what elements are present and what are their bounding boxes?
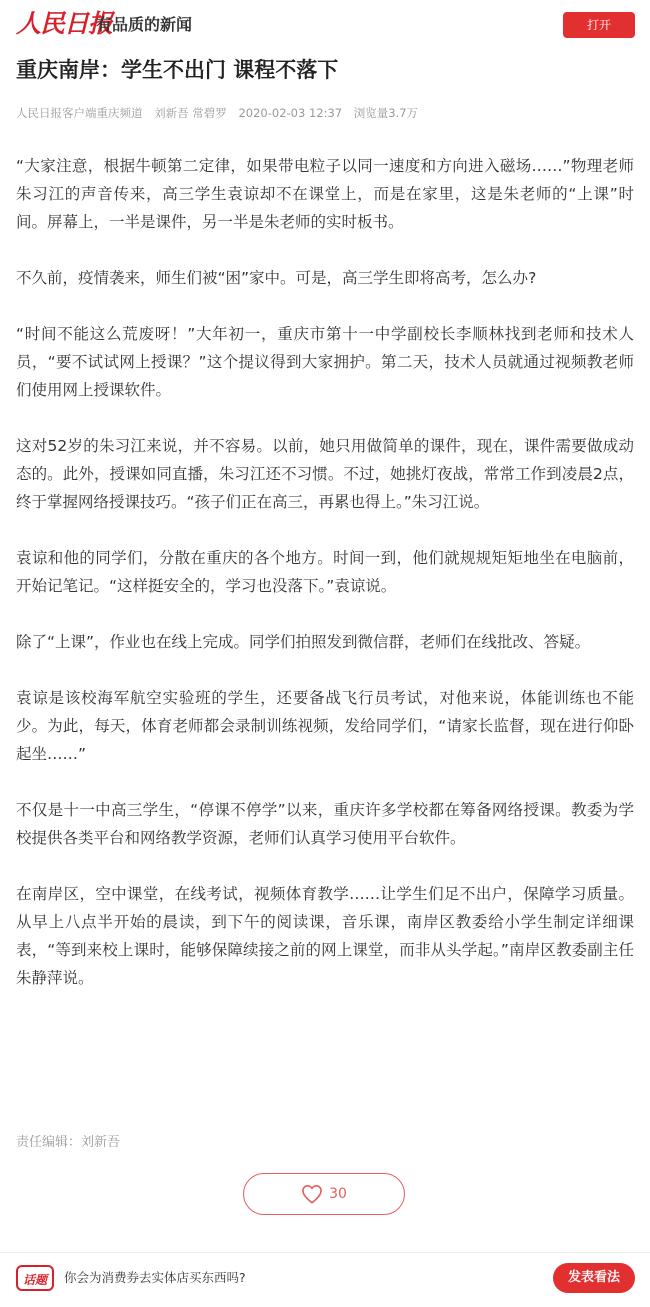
article-title: 重庆南岸：学生不出门 课程不落下 <box>16 58 339 82</box>
logo: 人民日报 <box>16 9 113 38</box>
slogan: 有品质的新闻 <box>96 15 193 34</box>
responsible-editor: 责任编辑：刘新吾 <box>16 1135 121 1150</box>
article-paragraph: 除了“上课”，作业也在线上完成。同学们拍照发到微信群，老师们在线批改、答疑。 <box>16 633 591 651</box>
article-paragraph: 这对52岁的朱习江来说，并不容易。以前，她只用做简单的课件，现在，课件需要做成动态的。此外，授课如同直播，朱习江还不习惯。不过，她挑灯夜战，常常工作到凌晨2点，终于掌握网络授课技巧。“孩子们正在高三，再累也得上。”朱习江说。 <box>16 437 634 511</box>
bottom-bar <box>0 1252 650 1307</box>
article-paragraph: 袁谅和他的同学们，分散在重庆的各个地方。时间一到，他们就规规矩矩地坐在电脑前，开始记笔记。“这样挺安全的，学习也没落下。”袁谅说。 <box>16 549 634 595</box>
article-meta <box>16 103 634 123</box>
article-datetime: 2020-02-03 12:37 <box>238 106 343 120</box>
open-app-button[interactable]: 打开 <box>563 12 635 38</box>
article-authors: 刘新吾 常碧罗 <box>154 106 227 120</box>
top-bar <box>0 0 650 50</box>
article-paragraph: 不久前，疫情袭来，师生们被“困”家中。可是，高三学生即将高考，怎么办? <box>16 269 537 287</box>
heart-icon <box>301 1184 323 1204</box>
post-comment-button[interactable]: 发表看法 <box>553 1263 635 1293</box>
topic-text[interactable]: 你会为消费券去实体店买东西吗? <box>64 1270 246 1285</box>
article-paragraph: 袁谅是该校海军航空实验班的学生，还要备战飞行员考试，对他来说，体能训练也不能少。为此，每天，体育老师都会录制训练视频，发给同学们，“请家长监督，现在进行仰卧起坐……” <box>16 689 634 763</box>
topic-badge: 话题 <box>16 1265 54 1291</box>
article-body <box>16 152 634 1020</box>
like-count: 30 <box>329 1186 347 1202</box>
article-views: 浏览量3.7万 <box>353 106 419 120</box>
article-paragraph: 在南岸区，空中课堂，在线考试，视频体育教学……让学生们足不出户，保障学习质量。从早上八点半开始的晨读，到下午的阅读课，音乐课，南岸区教委给小学生制定详细课表，“等到来校上课时，能够保障续接之前的网上课堂，而非从头学起。”南岸区教委副主任朱静萍说。 <box>16 885 634 987</box>
article-paragraph: “大家注意，根据牛顿第二定律，如果带电粒子以同一速度和方向进入磁场……”物理老师朱习江的声音传来，高三学生袁谅却不在课堂上，而是在家里，这是朱老师的“上课”时间。屏幕上，一半是课件，另一半是朱老师的实时板书。 <box>16 157 634 231</box>
article-paragraph: 不仅是十一中高三学生，“停课不停学”以来，重庆许多学校都在筹备网络授课。教委为学校提供各类平台和网络教学资源，老师们认真学习使用平台软件。 <box>16 801 634 847</box>
article-paragraph: “时间不能这么荒废呀！”大年初一，重庆市第十一中学副校长李顺林找到老师和技术人员，“要不试试网上授课？”这个提议得到大家拥护。第二天，技术人员就通过视频教老师们使用网上授课软件。 <box>16 325 634 399</box>
article-source: 人民日报客户端重庆频道 <box>16 106 143 120</box>
like-button[interactable] <box>243 1173 405 1215</box>
